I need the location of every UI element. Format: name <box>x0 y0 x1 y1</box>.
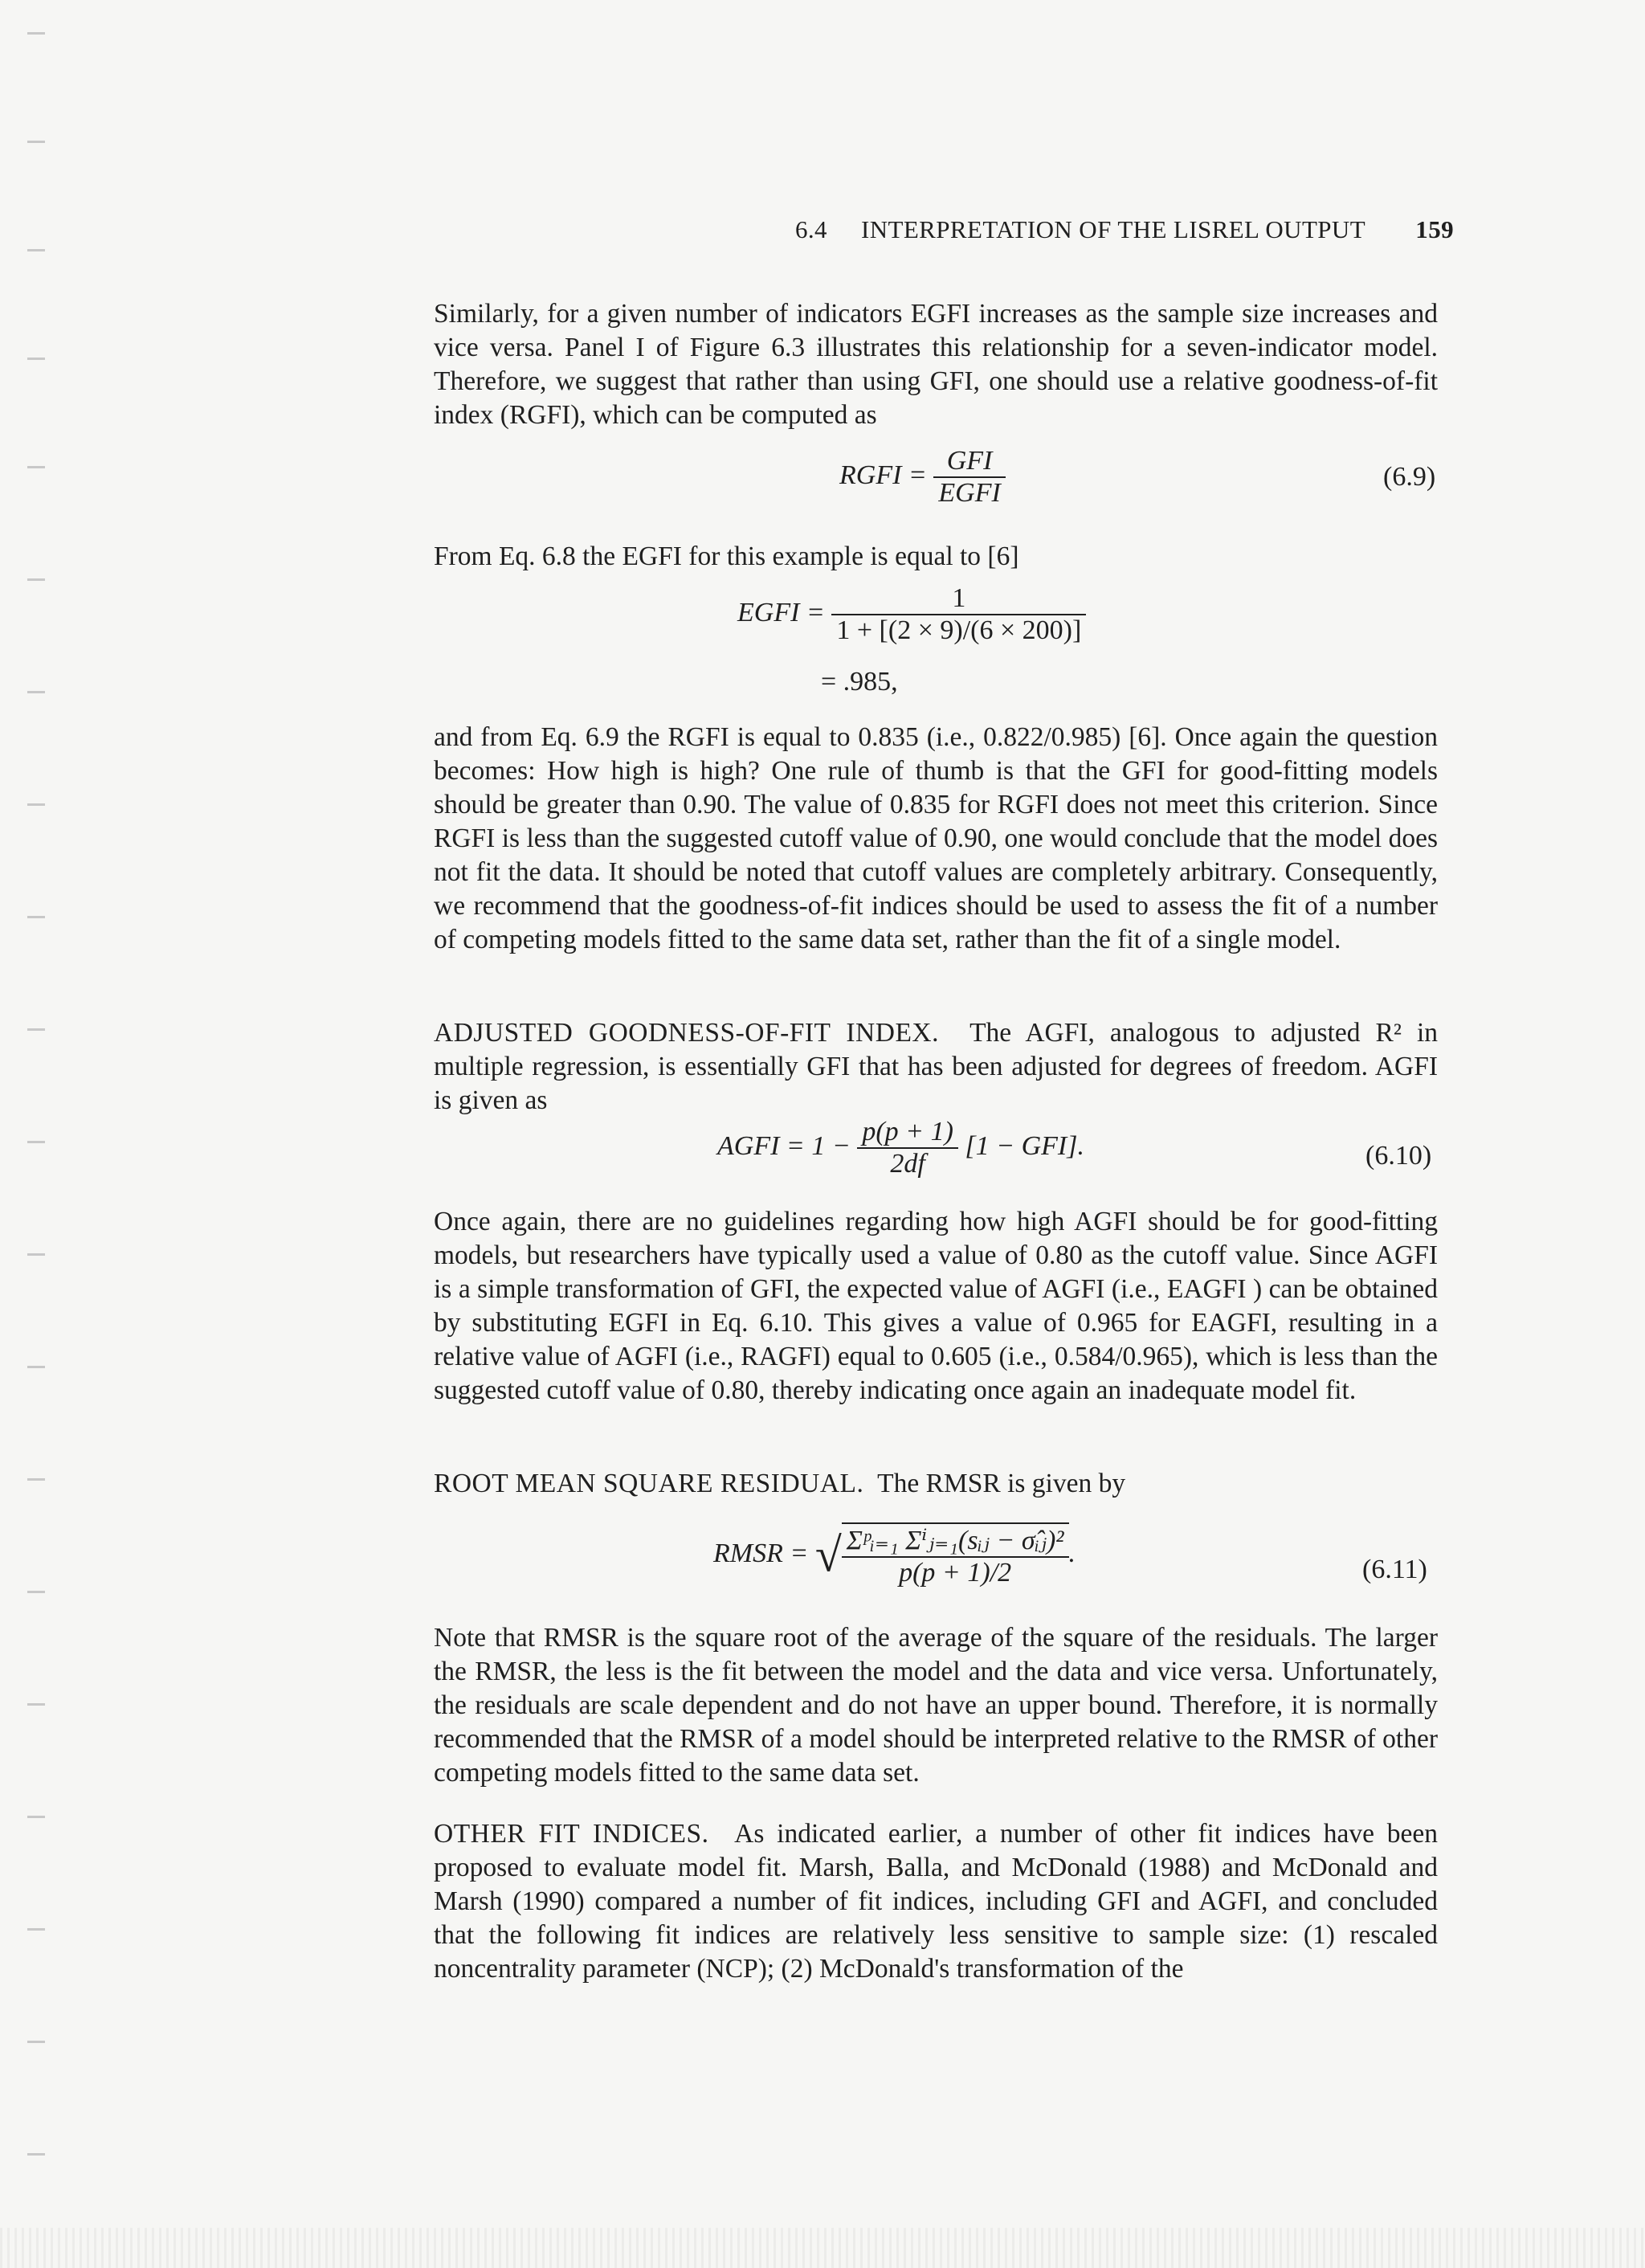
equation-tag-6-11: (6.11) <box>1362 1555 1427 1584</box>
page-number: 159 <box>1415 215 1454 243</box>
rmsr-heading: ROOT MEAN SQUARE RESIDUAL. <box>434 1469 864 1498</box>
equation-tag-6-10: (6.10) <box>1365 1141 1432 1171</box>
paragraph-7: Note that RMSR is the square root of the average of the square of the residuals. The larger the RMSR, the less is the fit between the model and the data and vice versa. Unfortunately, the residuals are scale dependent and do not have an upper bound. Therefore, it is normally recommended that the RMSR of a model should be interpreted relative to the RMSR of other competing models fitted to the same data set. <box>434 1623 1438 1788</box>
binding-margin <box>0 0 48 2268</box>
equation-6-10: AGFI = 1 − $\frac{p(p + 1)}{2df}$ [1 − GFI]. <box>717 1117 1084 1179</box>
paragraph-other: OTHER FIT INDICES. As indicated earlier, a number of other fit indices have been proposed to evaluate model fit. Marsh, Balla, and McDonald (1988) and McDonald and Marsh (1990) compared a number of fit indices, including GFI and AGFI, and concluded that the following fit indices are relatively less sensitive to sample size: (1) rescaled noncentrality parameter (NCP); (2) McDonald's transformation of the <box>434 1819 1439 1984</box>
section-number: 6.4 <box>795 215 827 243</box>
equation-6-9: RGFI = $\frac{\text{GFI}}{\text{EGFI}}$ <box>839 446 1006 509</box>
paragraph-rmsr: ROOT MEAN SQUARE RESIDUAL. The RMSR is given by <box>434 1469 1126 1498</box>
paragraph-1: Similarly, for a given number of indicators EGFI increases as the sample size increases and vice versa. Panel I of Figure 6.3 illustrates this relationship for a seven-indicator model. Therefore, we suggest that rather than using GFI, one should use a relative goodness-of-fit index (RGFI), which can be computed as <box>434 299 1438 430</box>
paragraph-agfi: ADJUSTED GOODNESS-OF-FIT INDEX. The AGFI, analogous to adjusted R² in multiple regression, is essentially GFI that has been adjusted for degrees of freedom. AGFI is given as <box>434 1018 1439 1115</box>
equation-egfi-result: = .985, <box>821 667 898 697</box>
agfi-heading: ADJUSTED GOODNESS-OF-FIT INDEX. <box>434 1018 939 1048</box>
scan-artifact <box>0 2228 1645 2268</box>
other-heading: OTHER FIT INDICES. <box>434 1819 709 1849</box>
equation-egfi: EGFI = $\frac{1}{1 + [(2 \times 9)/(6 \times 200)]}$ <box>737 583 1086 646</box>
equation-6-11: RMSR = √ $\frac{\text{Σᵖᵢ₌₁ Σⁱⱼ₌₁(sᵢⱼ − σ̂ᵢⱼ)²}}{p(p + 1)/2}$ . <box>713 1522 1076 1588</box>
paragraph-2: From Eq. 6.8 the EGFI for this example is equal to [6] <box>434 541 1019 571</box>
equation-tag-6-9: (6.9) <box>1383 462 1436 492</box>
paragraph-5: Once again, there are no guidelines regarding how high AGFI should be for good-fitting models, but researchers have typically used a value of 0.80 as the cutoff value. Since AGFI is a simple transformation of GFI, the expected value of AGFI (i.e., EAGFI ) can be obtained by substituting EGFI in Eq. 6.10. This gives a value of 0.965 for EAGFI, resulting in a relative value of AGFI (i.e., RAGFI) equal to 0.605 (i.e., 0.584/0.965), which is less than the suggested cutoff value of 0.80, thereby indicating once again an inadequate model fit. <box>434 1207 1438 1405</box>
paragraph-3: and from Eq. 6.9 the RGFI is equal to 0.835 (i.e., 0.822/0.985) [6]. Once again the question becomes: How high is high? One rule of thumb is that the GFI for good-fitting models should be greater than 0.90. The value of 0.835 for RGFI does not meet this criterion. Since RGFI is less than the suggested cutoff value of 0.90, one would conclude that the model does not fit the data. It should be noted that cutoff values are completely arbitrary. Consequently, we recommend that the goodness-of-fit indices should be used to assess the fit of a number of competing models fitted to the same data set, rather than the fit of a single model. <box>434 722 1438 954</box>
section-title: INTERPRETATION OF THE LISREL OUTPUT <box>861 215 1366 243</box>
